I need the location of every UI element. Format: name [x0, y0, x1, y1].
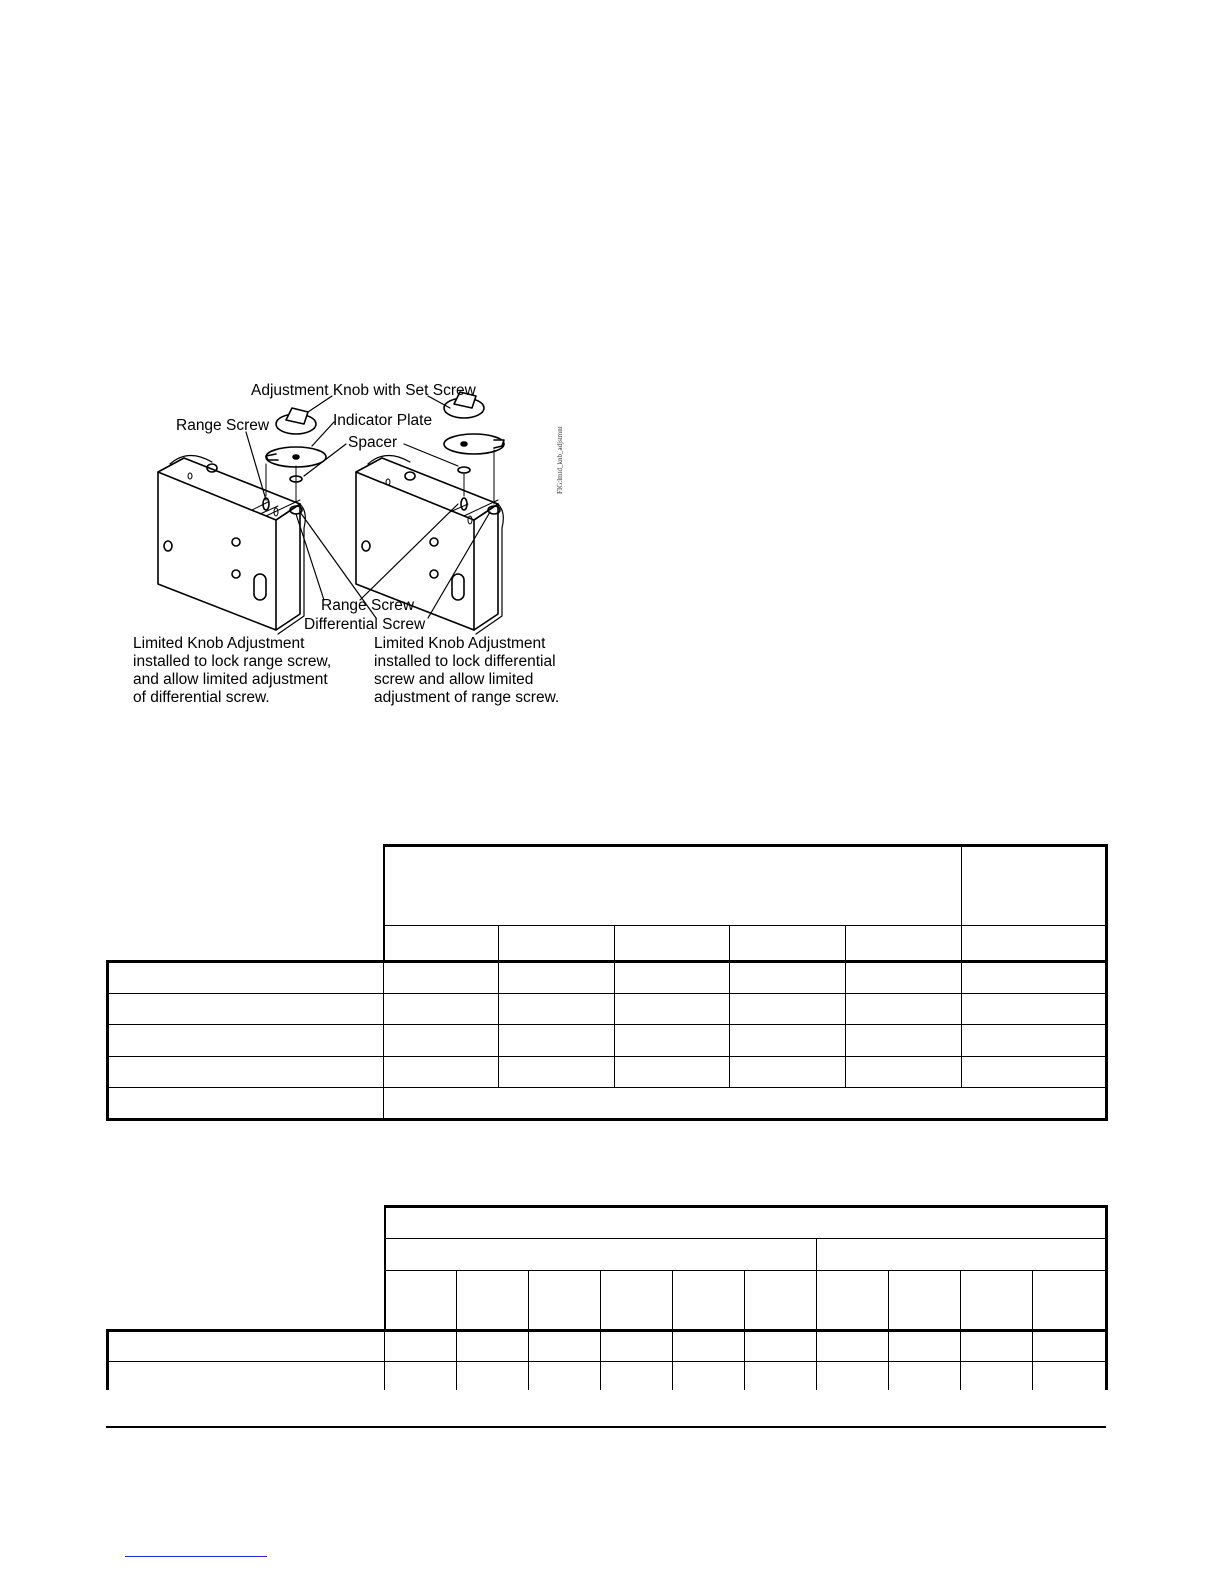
- caption-left-line: of differential screw.: [133, 689, 270, 706]
- table-cell: [615, 1025, 730, 1057]
- caption-right-line: screw and allow limited: [374, 671, 534, 688]
- table-cell: [730, 1057, 846, 1088]
- table-cell: [601, 1331, 673, 1362]
- table-cell: [384, 962, 499, 994]
- table-header-cell: [601, 1271, 673, 1331]
- table-header-cell: [817, 1239, 1107, 1271]
- table-cell: [1033, 1331, 1107, 1362]
- table-cell: [817, 1331, 889, 1362]
- label-range-screw-bottom: Range Screw: [321, 597, 415, 614]
- table-header-cell: [529, 1271, 601, 1331]
- table-cell: [745, 1362, 817, 1390]
- table-row: [108, 1057, 1107, 1088]
- table-cell: [384, 1025, 499, 1057]
- caption-left-line: Limited Knob Adjustment: [133, 635, 305, 652]
- table-header-cell: [1033, 1271, 1107, 1331]
- table-header-cell: [499, 926, 615, 962]
- table-cell: [108, 1331, 385, 1362]
- table-header-cell: [673, 1271, 745, 1331]
- caption-left-line: installed to lock range screw,: [133, 653, 332, 670]
- table-cell: [108, 1025, 384, 1057]
- table-cell: [385, 1331, 457, 1362]
- table-header-cell: [730, 926, 846, 962]
- caption-right-line: Limited Knob Adjustment: [374, 635, 546, 652]
- table-header-cell: [846, 926, 962, 962]
- knob-adjustment-figure: [128, 378, 574, 708]
- table-cell: [385, 1362, 457, 1390]
- caption-left: [133, 635, 331, 706]
- footer-rule: [106, 1426, 1106, 1428]
- table-corner: [108, 846, 384, 962]
- table-header-cell: [615, 926, 730, 962]
- table-header-cell: [457, 1271, 529, 1331]
- table-cell: [457, 1331, 529, 1362]
- table-cell: [730, 1025, 846, 1057]
- table-header-cell: [817, 1271, 889, 1331]
- table-cell: [846, 1025, 962, 1057]
- table-header-cell: [962, 926, 1107, 962]
- table-cell: [457, 1362, 529, 1390]
- label-range-screw-top: Range Screw: [176, 417, 270, 434]
- caption-left-line: and allow limited adjustment: [133, 671, 328, 688]
- caption-right: [374, 635, 559, 706]
- table-cell: [108, 1088, 384, 1120]
- table-row: [108, 1331, 1107, 1362]
- table-cell: [601, 1362, 673, 1390]
- table-cell: [384, 994, 499, 1025]
- table-cell: [384, 1057, 499, 1088]
- table-corner: [108, 1207, 385, 1331]
- table-cell: [673, 1331, 745, 1362]
- table-row: [108, 1362, 1107, 1390]
- table-cell: [889, 1331, 961, 1362]
- table-row: [108, 962, 1107, 994]
- caption-right-line: installed to lock differential: [374, 653, 556, 670]
- label-differential-screw: Differential Screw: [304, 616, 426, 633]
- table-row: [108, 994, 1107, 1025]
- table-cell: [615, 1057, 730, 1088]
- table-cell: [962, 1057, 1107, 1088]
- table-cell: [962, 1025, 1107, 1057]
- table-row: [108, 1088, 1107, 1120]
- table-cell: [730, 962, 846, 994]
- table-cell: [529, 1362, 601, 1390]
- table-cell: [962, 962, 1107, 994]
- left-control-box: [158, 455, 305, 634]
- table-header-cell: [385, 1207, 1107, 1239]
- table-cell: [673, 1362, 745, 1390]
- footer-link-underline[interactable]: [125, 1556, 267, 1557]
- table-cell: [846, 1057, 962, 1088]
- label-adjustment-knob: Adjustment Knob with Set Screw: [251, 382, 476, 399]
- table-cell: [817, 1362, 889, 1390]
- table-two: [106, 1205, 1108, 1390]
- table-header-cell: [961, 1271, 1033, 1331]
- table-cell: [846, 994, 962, 1025]
- table-header-row: [108, 1207, 1107, 1239]
- table-cell: [499, 962, 615, 994]
- table-cell: [499, 994, 615, 1025]
- table-header-cell: [385, 1271, 457, 1331]
- table-cell: [1033, 1362, 1107, 1390]
- table-header-cell: [384, 846, 962, 926]
- table-header-cell: [889, 1271, 961, 1331]
- table-header-cell: [962, 846, 1107, 926]
- table-cell: [961, 1362, 1033, 1390]
- table-header-row: [108, 846, 1107, 926]
- table-cell: [962, 994, 1107, 1025]
- table-cell: [889, 1362, 961, 1390]
- figure-id: FIG:lmtd_knb_adjstmnt: [556, 426, 564, 494]
- table-cell: [108, 962, 384, 994]
- caption-right-line: adjustment of range screw.: [374, 689, 560, 706]
- table-cell: [730, 994, 846, 1025]
- table-row: [108, 1025, 1107, 1057]
- table-cell: [846, 962, 962, 994]
- table-header-cell: [385, 1239, 817, 1271]
- table-cell: [108, 1362, 385, 1390]
- table-header-cell: [745, 1271, 817, 1331]
- table-cell: [745, 1331, 817, 1362]
- label-spacer: Spacer: [348, 434, 398, 451]
- table-cell: [615, 994, 730, 1025]
- table-cell: [529, 1331, 601, 1362]
- table-cell: [961, 1331, 1033, 1362]
- table-cell: [108, 994, 384, 1025]
- table-cell: [499, 1057, 615, 1088]
- table-header-cell: [384, 926, 499, 962]
- label-indicator-plate: Indicator Plate: [333, 412, 433, 429]
- table-one: [106, 844, 1108, 1121]
- table-cell: [615, 962, 730, 994]
- left-exploded-parts: [266, 408, 326, 502]
- table-cell: [384, 1088, 1107, 1120]
- table-cell: [108, 1057, 384, 1088]
- table-cell: [499, 1025, 615, 1057]
